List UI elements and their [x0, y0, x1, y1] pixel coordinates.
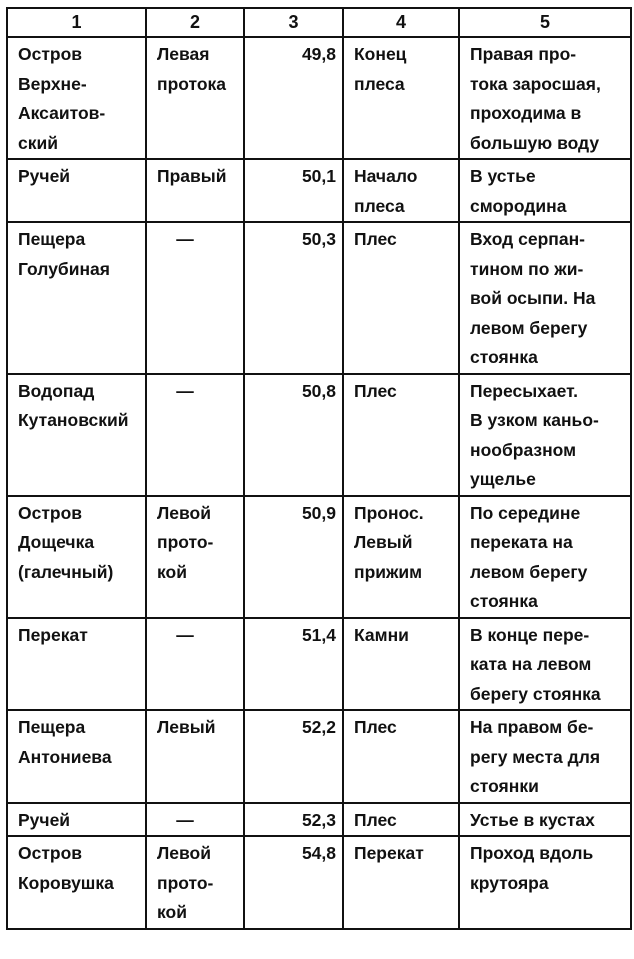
- table-row: [7, 496, 631, 618]
- cell-line: прижим: [354, 561, 423, 582]
- column-header-3: 3: [244, 8, 343, 37]
- object-name-cell: [7, 710, 146, 803]
- cell-line: левом берегу: [470, 561, 588, 582]
- note-cell: [459, 803, 631, 837]
- cell-line: нообразном: [470, 439, 577, 460]
- column-header-1: 1: [7, 8, 146, 37]
- column-header-5: 5: [459, 8, 631, 37]
- kilometer-cell: 52,3: [244, 803, 343, 837]
- cell-line: В конце пере-: [470, 624, 590, 645]
- kilometer-cell: 50,8: [244, 374, 343, 496]
- river-feature-cell: [343, 496, 459, 618]
- bank-side-cell: [146, 222, 244, 374]
- river-feature-cell: [343, 37, 459, 159]
- table-row: [7, 618, 631, 711]
- cell-line: —: [176, 229, 194, 249]
- table-body: [7, 37, 631, 929]
- cell-line: Пронос.: [354, 502, 424, 523]
- cell-line: тином по жи-: [470, 258, 584, 279]
- cell-line: Остров: [18, 843, 83, 863]
- cell-line: ущелье: [470, 469, 536, 489]
- cell-line: стоянки: [470, 776, 539, 796]
- cell-line: стоянка: [470, 347, 538, 367]
- column-header-2: 2: [146, 8, 244, 37]
- kilometer-cell: 54,8: [244, 836, 343, 929]
- cell-line: прото-: [157, 532, 214, 552]
- cell-line: плеса: [354, 73, 405, 94]
- table-row: [7, 374, 631, 496]
- cell-line: ката на левом: [470, 654, 592, 674]
- cell-line: Ручей: [18, 809, 71, 830]
- cell-line: Антониева: [18, 746, 112, 767]
- cell-line: —: [176, 380, 194, 401]
- bank-side-cell: [146, 710, 244, 803]
- cell-line: Устье в кустах: [470, 809, 595, 830]
- cell-line: Остров: [18, 502, 83, 523]
- river-feature-cell: [343, 803, 459, 837]
- cell-line: стоянка: [470, 591, 538, 611]
- column-header-4: 4: [343, 8, 459, 37]
- kilometer-cell: 49,8: [244, 37, 343, 159]
- cell-line: В узком каньо-: [470, 410, 599, 430]
- cell-line: Голубиная: [18, 258, 111, 279]
- table-row: [7, 159, 631, 222]
- cell-line: переката на: [470, 532, 573, 552]
- bank-side-cell: [146, 37, 244, 159]
- object-name-cell: [7, 496, 146, 618]
- cell-line: смородина: [470, 195, 567, 216]
- river-feature-cell: [343, 222, 459, 374]
- note-cell: [459, 374, 631, 496]
- cell-line: Ручей: [18, 166, 71, 186]
- cell-line: Левый: [157, 717, 216, 737]
- object-name-cell: [7, 803, 146, 837]
- cell-line: (галечный): [18, 561, 114, 582]
- table-row: [7, 710, 631, 803]
- river-feature-cell: [343, 159, 459, 222]
- cell-line: Правый: [157, 166, 227, 186]
- cell-line: вой осыпи. На: [470, 288, 596, 308]
- cell-line: Плес: [354, 717, 397, 737]
- cell-line: Камни: [354, 624, 409, 645]
- cell-line: Кутановский: [18, 410, 129, 430]
- cell-line: кой: [157, 561, 187, 582]
- note-cell: [459, 159, 631, 222]
- cell-line: Проход вдоль: [470, 843, 594, 863]
- cell-line: Левой: [157, 502, 211, 523]
- river-feature-cell: [343, 710, 459, 803]
- note-cell: [459, 222, 631, 374]
- bank-side-cell: [146, 159, 244, 222]
- cell-line: берегу стоянка: [470, 683, 601, 704]
- cell-line: Пещера: [18, 229, 86, 249]
- cell-line: Вход серпан-: [470, 229, 585, 249]
- cell-line: Дощечка: [18, 532, 95, 552]
- cell-line: тока заросшая,: [470, 73, 601, 94]
- cell-line: —: [176, 809, 194, 830]
- cell-line: Коровушка: [18, 872, 114, 893]
- table-row: [7, 37, 631, 159]
- kilometer-cell: 50,1: [244, 159, 343, 222]
- cell-line: Конец: [354, 44, 407, 64]
- table-row: [7, 836, 631, 929]
- cell-line: Плес: [354, 809, 397, 830]
- kilometer-cell: 51,4: [244, 618, 343, 711]
- cell-line: На правом бе-: [470, 717, 594, 737]
- cell-line: протока: [157, 73, 227, 94]
- note-cell: [459, 618, 631, 711]
- table-row: [7, 222, 631, 374]
- note-cell: [459, 710, 631, 803]
- river-route-table: [6, 7, 632, 930]
- cell-line: регу места для: [470, 746, 601, 767]
- object-name-cell: [7, 159, 146, 222]
- object-name-cell: [7, 222, 146, 374]
- river-feature-cell: [343, 836, 459, 929]
- cell-line: Правая про-: [470, 44, 577, 64]
- bank-side-cell: [146, 374, 244, 496]
- cell-line: левом берегу: [470, 317, 588, 338]
- cell-line: Левой: [157, 843, 211, 863]
- object-name-cell: [7, 374, 146, 496]
- cell-line: По середине: [470, 502, 581, 523]
- cell-line: плеса: [354, 195, 405, 216]
- cell-line: Перекат: [18, 624, 88, 645]
- note-cell: [459, 496, 631, 618]
- cell-line: прото-: [157, 872, 214, 893]
- cell-line: Пещера: [18, 717, 86, 737]
- kilometer-cell: 50,3: [244, 222, 343, 374]
- object-name-cell: [7, 37, 146, 159]
- cell-line: Плес: [354, 229, 397, 249]
- header-row: [7, 8, 631, 37]
- bank-side-cell: [146, 496, 244, 618]
- kilometer-cell: 50,9: [244, 496, 343, 618]
- cell-line: ский: [18, 132, 59, 153]
- kilometer-cell: 52,2: [244, 710, 343, 803]
- bank-side-cell: [146, 618, 244, 711]
- cell-line: Плес: [354, 380, 397, 401]
- river-feature-cell: [343, 618, 459, 711]
- cell-line: большую воду: [470, 132, 600, 153]
- cell-line: Пересыхает.: [470, 380, 579, 401]
- cell-line: крутояра: [470, 872, 549, 893]
- note-cell: [459, 836, 631, 929]
- cell-line: Верхне-: [18, 73, 87, 94]
- river-feature-cell: [343, 374, 459, 496]
- bank-side-cell: [146, 803, 244, 837]
- cell-line: кой: [157, 902, 187, 922]
- table-row: [7, 803, 631, 837]
- cell-line: —: [176, 624, 194, 645]
- cell-line: В устье: [470, 166, 536, 186]
- cell-line: Аксаитов-: [18, 103, 106, 123]
- object-name-cell: [7, 836, 146, 929]
- cell-line: Остров: [18, 44, 83, 64]
- note-cell: [459, 37, 631, 159]
- bank-side-cell: [146, 836, 244, 929]
- cell-line: проходима в: [470, 103, 582, 123]
- cell-line: Перекат: [354, 843, 424, 863]
- cell-line: Левый: [354, 532, 413, 552]
- object-name-cell: [7, 618, 146, 711]
- cell-line: Начало: [354, 166, 418, 186]
- cell-line: Левая: [157, 44, 210, 64]
- cell-line: Водопад: [18, 380, 95, 401]
